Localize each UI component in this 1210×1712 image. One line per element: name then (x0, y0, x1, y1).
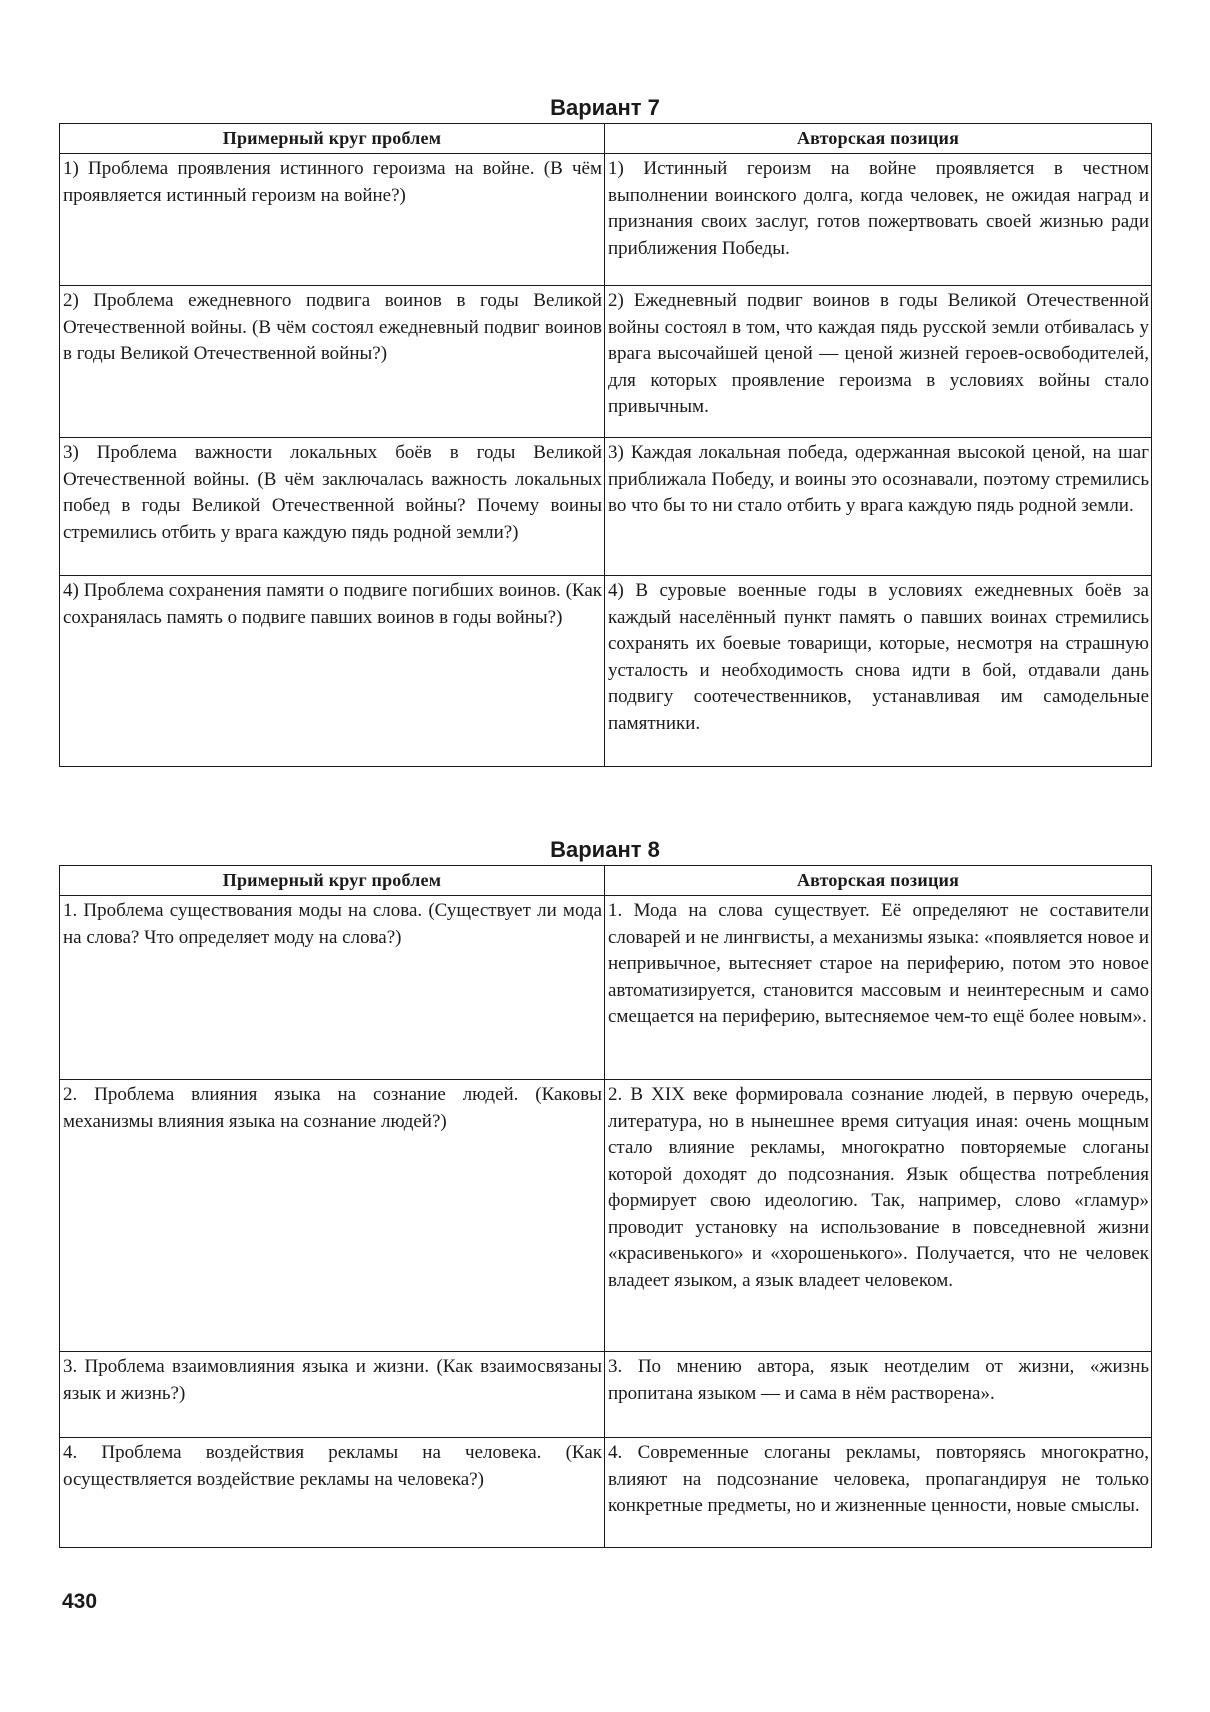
position-cell: 1) Истинный героизм на войне проявляется в честном выполнении воинского долга, когда человек, не ожидая наград и признания своих заслуг, готов пожертвовать своей жизнью ради приближения Победы. (605, 154, 1152, 286)
variant-7-title: Вариант 7 (550, 95, 660, 120)
variant-8-title: Вариант 8 (550, 837, 660, 862)
variant-7-table (59, 123, 1152, 767)
problem-cell: 2. Проблема влияния языка на сознание людей. (Каковы механизмы влияния языка на сознание людей?) (60, 1080, 605, 1352)
table-row (60, 896, 1152, 1080)
table-row (60, 154, 1152, 286)
variant-8-table (59, 865, 1152, 1548)
table-header-row (60, 124, 1152, 154)
position-cell: 1. Мода на слова существует. Её определяют не составители словарей и не лингвисты, а механизмы языка: «появляется новое и непривычное, вытесняет старое на периферию, потом это новое автоматизируется, становится массовым и неинтересным и само смещается на периферию, вытесняемое чем-то ещё более новым». (605, 896, 1152, 1080)
table-header-row (60, 866, 1152, 896)
variant-8-section (59, 835, 1151, 1548)
problem-cell: 1. Проблема существования моды на слова. (Существует ли мода на слова? Что определяет моду на слова?) (60, 896, 605, 1080)
problem-cell: 2) Проблема ежедневного подвига воинов в годы Великой Отечественной войны. (В чём состоял ежедневный подвиг воинов в годы Великой Отечественной войны?) (60, 286, 605, 438)
position-cell: 3) Каждая локальная победа, одержанная высокой ценой, на шаг приближала Победу, и воины это осознавали, поэтому стремились во что бы то ни стало отбить у врага каждую пядь родной земли. (605, 438, 1152, 576)
position-cell: 4) В суровые военные годы в условиях ежедневных боёв за каждый населённый пункт память о павших воинах стремились сохранять их боевые товарищи, которые, несмотря на страшную усталость и необходимость снова идти в бой, отдавали дань подвигу соотечественников, устанавливая им самодельные памятники. (605, 576, 1152, 767)
table-row (60, 576, 1152, 767)
table-row (60, 1080, 1152, 1352)
problem-cell: 1) Проблема проявления истинного героизма на войне. (В чём проявляется истинный героизм на войне?) (60, 154, 605, 286)
column-header-problems: Примерный круг проблем (60, 124, 605, 154)
problem-cell: 3. Проблема взаимовлияния языка и жизни. (Как взаимосвязаны язык и жизнь?) (60, 1352, 605, 1438)
column-header-author-position: Авторская позиция (605, 866, 1152, 896)
table-row (60, 438, 1152, 576)
table-row (60, 1352, 1152, 1438)
position-cell: 2) Ежедневный подвиг воинов в годы Великой Отечественной войны состоял в том, что каждая пядь русской земли отбивалась у врага высочайшей ценой — ценой жизней героев-освободителей, для которых проявление героизма в условиях войны стало привычным. (605, 286, 1152, 438)
position-cell: 3. По мнению автора, язык неотделим от жизни, «жизнь пропитана языком — и сама в нём растворена». (605, 1352, 1152, 1438)
table-row (60, 286, 1152, 438)
page-number: 430 (62, 1590, 98, 1613)
problem-cell: 4. Проблема воздействия рекламы на человека. (Как осуществляется воздействие рекламы на человека?) (60, 1438, 605, 1548)
variant-7-section (59, 93, 1151, 767)
column-header-author-position: Авторская позиция (605, 124, 1152, 154)
column-header-problems: Примерный круг проблем (60, 866, 605, 896)
problem-cell: 4) Проблема сохранения памяти о подвиге погибших воинов. (Как сохранялась память о подвиге павших воинов в годы войны?) (60, 576, 605, 767)
problem-cell: 3) Проблема важности локальных боёв в годы Великой Отечественной войны. (В чём заключалась важность локальных побед в годы Великой Отечественной войны? Почему воины стремились отбить у врага каждую пядь родной земли?) (60, 438, 605, 576)
table-row (60, 1438, 1152, 1548)
position-cell: 2. В XIX веке формировала сознание людей, в первую очередь, литература, но в нынешнее время ситуация иная: очень мощным стало влияние рекламы, многократно повторяемые слоганы которой доходят до подсознания. Язык общества потребления формирует свою идеологию. Так, например, слово «гламур» проводит установку на использование в повседневной жизни «красивенького» и «хорошенького». Получается, что не человек владеет языком, а язык владеет человеком. (605, 1080, 1152, 1352)
position-cell: 4. Современные слоганы рекламы, повторяясь многократно, влияют на подсознание человека, пропагандируя не только конкретные предметы, но и жизненные ценности, новые смыслы. (605, 1438, 1152, 1548)
